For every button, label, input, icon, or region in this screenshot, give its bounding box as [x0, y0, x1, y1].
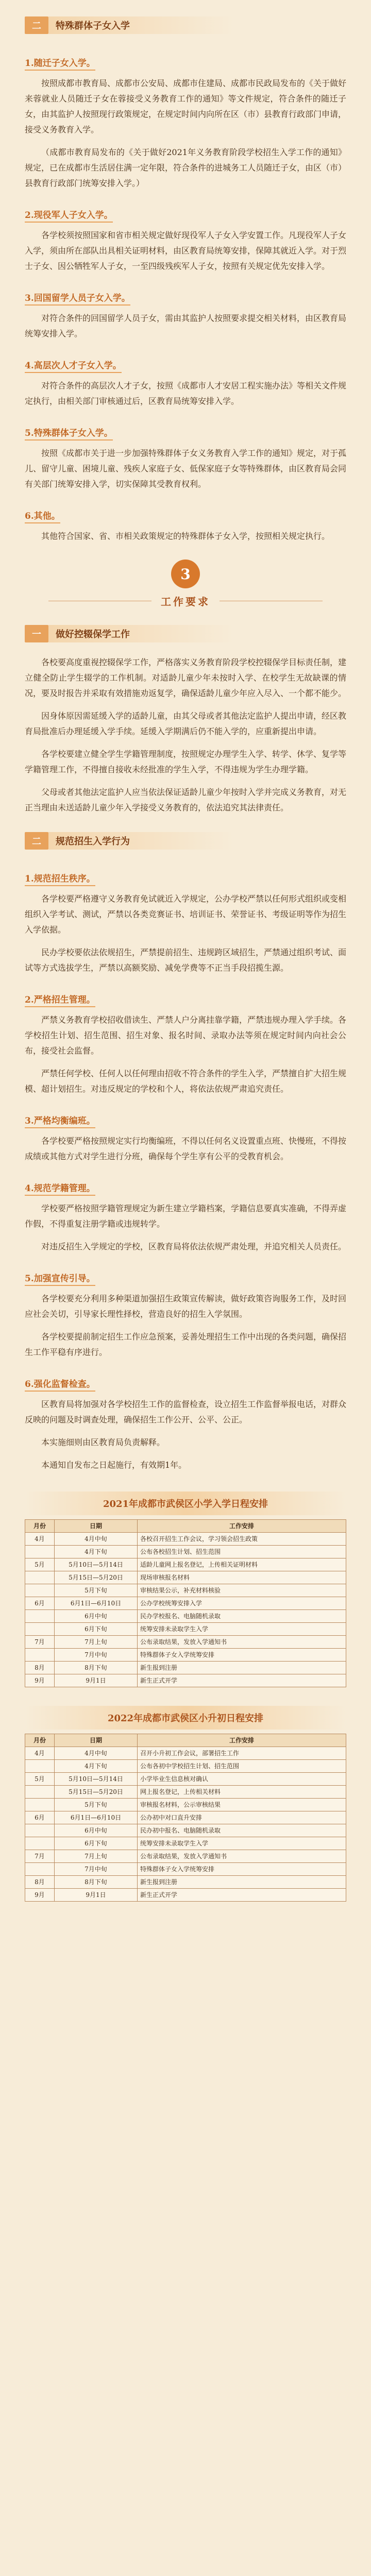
dropout-body [25, 655, 346, 816]
table-row [25, 1747, 346, 1760]
table-cell: 网上报名登记，上传相关材料 [138, 1786, 346, 1799]
table-cell: 5月10日—5月14日 [55, 1773, 138, 1786]
table-cell: 新生报到注册 [138, 1662, 346, 1674]
paragraph: 各学校要提前制定招生工作应急预案，妥善处理招生工作中出现的各类问题，确保招生工作平稳有序进行。 [25, 1332, 347, 1357]
column-header: 月份 [25, 1734, 55, 1747]
table-cell: 8月下旬 [55, 1876, 138, 1889]
subsection-heading: 4.高层次人才子女入学。 [25, 358, 122, 373]
subsection-heading: 5.特殊群体子女入学。 [25, 426, 113, 440]
table-cell [25, 1799, 55, 1811]
table-cell: 现场审核报名材料 [138, 1571, 346, 1584]
table-cell: 7月上旬 [55, 1636, 138, 1649]
divider-number: 3 [171, 560, 200, 588]
paragraph: 对符合条件的高层次人才子女，按照《成都市人才安居工程实施办法》等相关文件规定执行，由相关部门审核通过后，区教育局统筹安排入学。 [25, 381, 347, 406]
table-row [25, 1811, 346, 1824]
table-cell: 新生报到注册 [138, 1876, 346, 1889]
table-row [25, 1786, 346, 1799]
table-cell [25, 1837, 55, 1850]
table-row [25, 1623, 346, 1636]
table-cell: 公布各初中学校招生计划、招生范围 [138, 1760, 346, 1773]
table-cell [25, 1546, 55, 1558]
table-cell: 民办初中报名、电脑随机录取 [138, 1824, 346, 1837]
table-cell: 6月下旬 [55, 1837, 138, 1850]
subsection-heading: 6.其他。 [25, 509, 60, 523]
table-row [25, 1760, 346, 1773]
table-cell: 6月 [25, 1811, 55, 1824]
table-cell: 公布录取结果，发放入学通知书 [138, 1636, 346, 1649]
table-row [25, 1889, 346, 1902]
table-cell: 4月 [25, 1747, 55, 1760]
table-cell: 召开小升初工作会议，部署招生工作 [138, 1747, 346, 1760]
table-cell: 4月下旬 [55, 1760, 138, 1773]
column-header: 工作安排 [138, 1520, 346, 1533]
table-cell: 6月下旬 [55, 1623, 138, 1636]
table-cell: 5月15日—5月20日 [55, 1786, 138, 1799]
table-row [25, 1662, 346, 1674]
schedule-table-1 [25, 1492, 346, 1687]
table-row [25, 1610, 346, 1623]
table-cell [25, 1584, 55, 1597]
subsection-heading: 4.规范学籍管理。 [25, 1181, 95, 1196]
table-row [25, 1674, 346, 1687]
table-cell: 5月 [25, 1773, 55, 1786]
table-cell: 适龄儿童网上报名登记，上传相关证明材料 [138, 1558, 346, 1571]
section-title-text: 做好控辍保学工作 [48, 625, 234, 642]
subsection-heading: 3.回国留学人员子女入学。 [25, 291, 130, 306]
column-header: 日期 [55, 1734, 138, 1747]
paragraph: 因身体原因需延缓入学的适龄儿童，由其父母或者其他法定监护人提出申请，经区教育局批准后办理延缓入学手续。延缓入学期满后仍不能入学的，应重新提出申请。 [25, 711, 347, 736]
schedule-table-2 [25, 1706, 346, 1902]
paragraph: 其他符合国家、省、市相关政策规定的特殊群体子女入学，按照相关规定执行。 [41, 531, 330, 541]
table-cell: 5月 [25, 1558, 55, 1571]
paragraph: 严禁义务教育学校招收借读生、严禁人户分离挂靠学籍，严禁违规办理入学手续。各学校招生计划、招生范围、招生对象、报名时间、录取办法等须在规定时间内向社会公布，接受社会监督。 [25, 1015, 347, 1056]
table-cell [25, 1863, 55, 1876]
table-cell: 小学毕业生信息核对确认 [138, 1773, 346, 1786]
paragraph: 各学校要充分利用多种渠道加强招生政策宣传解读，做好政策咨询服务工作，及时回应社会关切，引导家长理性择校，营造良好的招生入学氛围。 [25, 1294, 347, 1319]
table-cell: 8月 [25, 1876, 55, 1889]
table-cell: 6月 [25, 1597, 55, 1610]
table-row [25, 1876, 346, 1889]
paragraph: 按照成都市教育局、成都市公安局、成都市住建局、成都市民政局发布的《关于做好来蓉就业人员随迁子女在蓉接受义务教育工作的通知》等文件规定，符合条件的随迁子女，由其监护人按照现行政策规定，在规定时间内向所在区（市）县教育行政部门申请，接受义务教育入学。 [25, 78, 347, 134]
table-cell: 5月15日—5月20日 [55, 1571, 138, 1584]
table-cell: 5月10日—5月14日 [55, 1558, 138, 1571]
table-cell: 新生正式开学 [138, 1674, 346, 1687]
table-cell: 5月下旬 [55, 1799, 138, 1811]
paragraph: 对违反招生入学规定的学校，区教育局将依法依规严肃处理，并追究相关人员责任。 [41, 1242, 347, 1251]
table-cell: 6月1日—6月10日 [55, 1597, 138, 1610]
table-cell: 6月1日—6月10日 [55, 1811, 138, 1824]
table-cell: 公布录取结果，发放入学通知书 [138, 1850, 346, 1863]
section-badge: 二 [25, 832, 48, 850]
paragraph: 民办学校要依法依规招生，严禁提前招生、违规跨区域招生，严禁通过组织考试、面试等方式选拔学生，严禁以高额奖励、减免学费等不正当手段招揽生源。 [25, 947, 347, 973]
subsection-heading: 2.严格招生管理。 [25, 992, 95, 1007]
table-cell: 7月 [25, 1636, 55, 1649]
schedule-table [25, 1519, 346, 1687]
table-cell [25, 1786, 55, 1799]
table-cell: 特殊群体子女入学统筹安排 [138, 1649, 346, 1662]
section-title-text: 特殊群体子女入学 [48, 16, 234, 34]
table-cell [25, 1571, 55, 1584]
section-badge: 一 [25, 625, 48, 642]
paragraph: 学校要严格按照学籍管理规定为新生建立学籍档案，学籍信息要真实准确，不得弄虚作假，不得重复注册学籍或违规转学。 [25, 1204, 347, 1229]
table-cell: 7月中旬 [55, 1863, 138, 1876]
paragraph: 各学校要严格按照规定实行均衡编班，不得以任何名义设置重点班、快慢班，不得按成绩或其他方式对学生进行分班，确保每个学生享有公平的受教育机会。 [25, 1136, 347, 1161]
content-column [0, 15, 371, 1969]
table-cell [25, 1760, 55, 1773]
table-row [25, 1597, 346, 1610]
paragraph: 按照《成都市关于进一步加强特殊群体子女义务教育入学工作的通知》规定，对于孤儿、留守儿童、困境儿童、残疾人家庭子女、低保家庭子女等特殊群体，由区教育局会同有关部门统筹安排入学，切实保障其受教育权利。 [25, 448, 347, 489]
paragraph: 区教育局将加强对各学校招生工作的监督检查，设立招生工作监督举报电话，对群众反映的问题及时调查处理，确保招生工作公开、公平、公正。 [25, 1399, 347, 1425]
table-cell: 公办初中对口直升安排 [138, 1811, 346, 1824]
table-header-row [25, 1734, 346, 1747]
table-cell: 新生正式开学 [138, 1889, 346, 1902]
closing-note-2: 本通知自发布之日起施行，有效期1年。 [41, 1460, 187, 1470]
table-cell: 4月中旬 [55, 1533, 138, 1546]
table-cell: 9月 [25, 1674, 55, 1687]
paragraph: 对符合条件的回国留学人员子女，需由其监护人按照要求提交相关材料，由区教育局统筹安排入学。 [25, 313, 347, 338]
table-cell: 8月 [25, 1662, 55, 1674]
table-row [25, 1584, 346, 1597]
table-cell [25, 1824, 55, 1837]
table-cell: 4月 [25, 1533, 55, 1546]
table-cell: 各校召开招生工作会议，学习领会招生政策 [138, 1533, 346, 1546]
table-cell: 7月中旬 [55, 1649, 138, 1662]
table-cell: 4月中旬 [55, 1747, 138, 1760]
table-cell [25, 1623, 55, 1636]
table-row [25, 1571, 346, 1584]
table-title: 2022年成都市武侯区小升初日程安排 [25, 1706, 346, 1730]
table-cell: 5月下旬 [55, 1584, 138, 1597]
divider-label: 工作要求 [161, 596, 210, 608]
table-row [25, 1533, 346, 1546]
table-cell: 4月下旬 [55, 1546, 138, 1558]
subsection-heading: 6.强化监督检查。 [25, 1377, 95, 1392]
enrollment-body [25, 862, 346, 1428]
paragraph: 父母或者其他法定监护人应当依法保证适龄儿童少年按时入学并完成义务教育，对无正当理由未送适龄儿童少年入学接受义务教育的，依法追究其法律责任。 [25, 787, 347, 812]
table-cell [25, 1610, 55, 1623]
table-cell: 统筹安排未录取学生入学 [138, 1837, 346, 1850]
table-cell: 统筹安排未录取学生入学 [138, 1623, 346, 1636]
table-cell: 7月上旬 [55, 1850, 138, 1863]
table-row [25, 1850, 346, 1863]
table-row [25, 1636, 346, 1649]
work-requirements-divider [25, 560, 346, 608]
table-row [25, 1649, 346, 1662]
table-cell [25, 1649, 55, 1662]
schedule-table [25, 1734, 346, 1902]
table-row [25, 1799, 346, 1811]
table-cell: 9月 [25, 1889, 55, 1902]
table-cell: 民办学校报名、电脑随机录取 [138, 1610, 346, 1623]
section-title-enrollment [25, 831, 346, 851]
table-cell: 6月中旬 [55, 1610, 138, 1623]
subsection-heading: 1.规范招生秩序。 [25, 871, 95, 886]
subsection-heading: 1.随迁子女入学。 [25, 56, 95, 71]
subsection-heading: 3.严格均衡编班。 [25, 1113, 95, 1128]
special-groups-body [25, 46, 346, 544]
subsection-heading: 5.加强宣传引导。 [25, 1271, 95, 1286]
table-row [25, 1837, 346, 1850]
section-badge: 二 [25, 16, 48, 34]
closing-note: 本实施细则由区教育局负责解释。 [41, 1437, 165, 1447]
column-header: 月份 [25, 1520, 55, 1533]
table-cell: 8月下旬 [55, 1662, 138, 1674]
paragraph: 各学校须按照国家和省市相关规定做好现役军人子女入学安置工作。凡现役军人子女入学，须由所在部队出具相关证明材料，由区教育局统筹安排，保障其就近入学。对于烈士子女、因公牺牲军人子女，一至四级残疾军人子女，按照有关规定优先安排入学。 [25, 230, 347, 271]
table-row [25, 1863, 346, 1876]
paragraph: 各学校要严格遵守义务教育免试就近入学规定，公办学校严禁以任何形式组织或变相组织入学考试、测试，严禁以各类竞赛证书、培训证书、荣誉证书、考级证明等作为招生入学依据。 [25, 894, 347, 935]
table-cell: 特殊群体子女入学统筹安排 [138, 1863, 346, 1876]
table-title: 2021年成都市武侯区小学入学日程安排 [25, 1492, 346, 1515]
paragraph: 严禁任何学校、任何人以任何理由招收不符合条件的学生入学，严禁擅自扩大招生规模、超计划招生。对违反规定的学校和个人，将依法依规严肃追究责任。 [25, 1069, 347, 1094]
paragraph: 各学校要建立健全学生学籍管理制度，按照规定办理学生入学、转学、休学、复学等学籍管理工作，不得擅自接收未经批准的学生入学，不得违规为学生办理学籍。 [25, 749, 347, 774]
paragraph: （成都市教育局发布的《关于做好2021年义务教育阶段学校招生入学工作的通知》规定，已在成都市生活居住满一定年限，符合条件的进城务工人员随迁子女，由区（市）县教育行政部门统筹安排入学。） [25, 147, 347, 188]
table-header-row [25, 1520, 346, 1533]
table-cell: 审核结果公示，补充材料核验 [138, 1584, 346, 1597]
table-cell: 公办学校统筹安排入学 [138, 1597, 346, 1610]
table-row [25, 1824, 346, 1837]
table-cell: 6月中旬 [55, 1824, 138, 1837]
column-header: 工作安排 [138, 1734, 346, 1747]
column-header: 日期 [55, 1520, 138, 1533]
section-title-special-groups [25, 15, 346, 35]
table-row [25, 1546, 346, 1558]
subsection-heading: 2.现役军人子女入学。 [25, 208, 113, 223]
table-cell: 9月1日 [55, 1889, 138, 1902]
paragraph: 各校要高度重视控辍保学工作，严格落实义务教育阶段学校控辍保学目标责任制，建立健全防止学生辍学的工作机制。对适龄儿童少年未按时入学、在校学生无故缺课的情况，要及时报告并采取有效措施劝返复学，确保适龄儿童少年应入尽入、一个都不能少。 [25, 657, 347, 698]
table-cell: 公布各校招生计划、招生范围 [138, 1546, 346, 1558]
table-row [25, 1558, 346, 1571]
table-cell: 审核报名材料，公示审核结果 [138, 1799, 346, 1811]
table-cell: 9月1日 [55, 1674, 138, 1687]
table-cell: 7月 [25, 1850, 55, 1863]
table-row [25, 1773, 346, 1786]
section-title-dropout [25, 624, 346, 643]
section-title-text: 规范招生入学行为 [48, 832, 234, 850]
page [0, 15, 371, 2576]
